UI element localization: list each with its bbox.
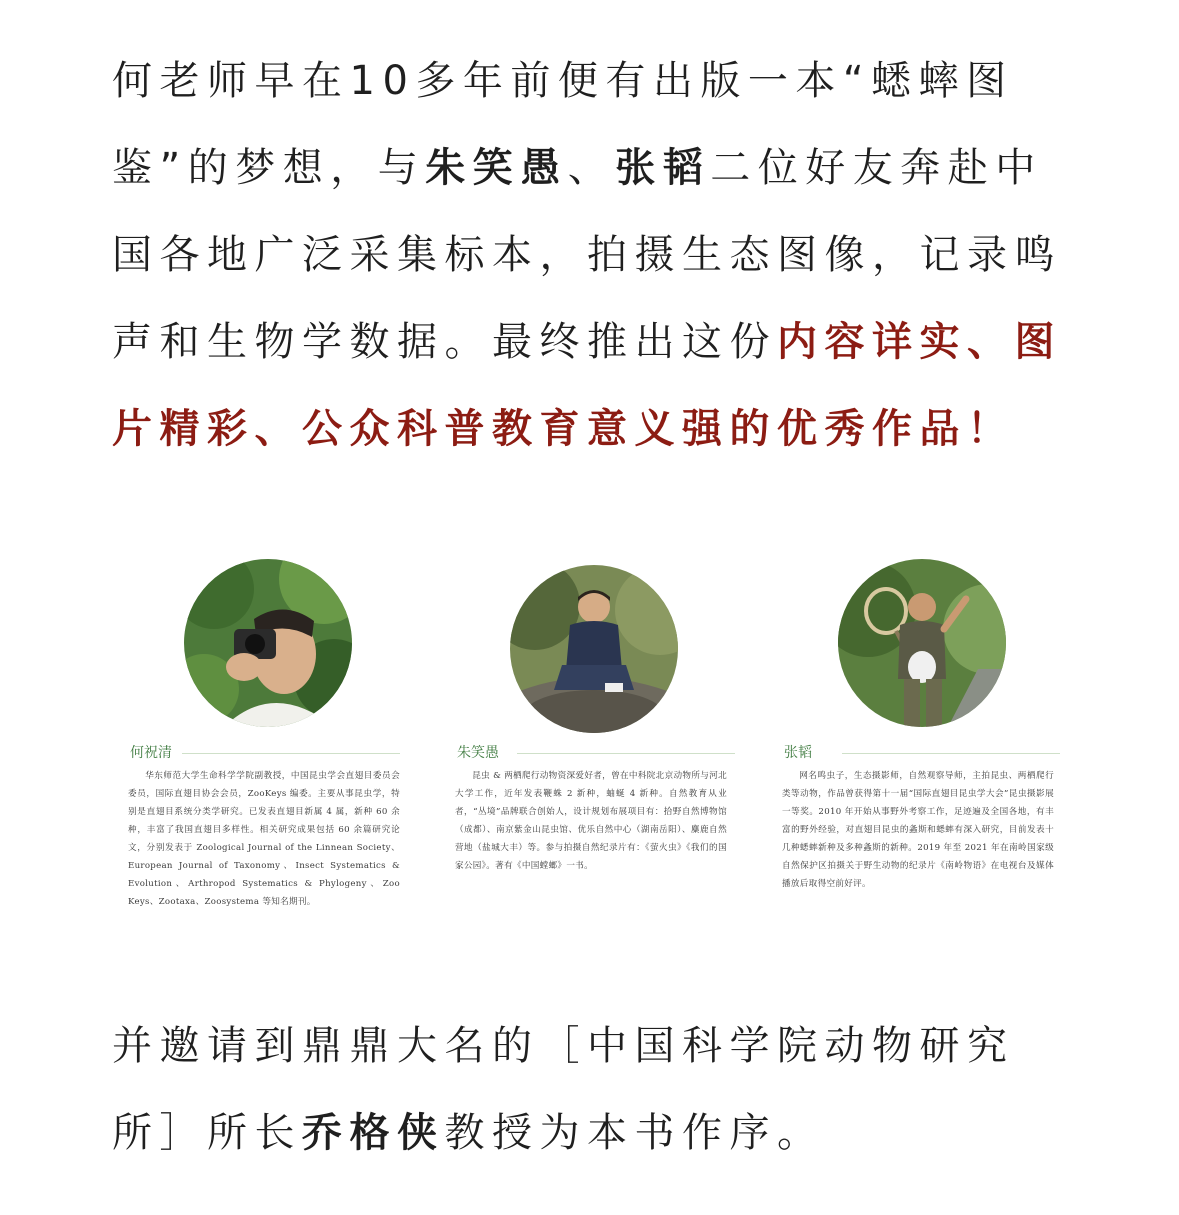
author-name: 何祝清 [130,745,172,761]
invite-text-2: 教授为本书作序。 [444,1110,825,1156]
intro-highlight: 内容详实、图片精彩、公众科普教育意义强的优秀作品！ [112,319,1062,452]
author-bio: 昆虫 & 两栖爬行动物资深爱好者，曾在中科院北京动物所与河北大学工作，近年发表鞭蛛 2 新种，蚰蜒 4 新种。自然教育从业者，“丛境”品牌联合创始人，设计规划布展项目有：拾野自然博物馆（成都）、南京紫金山昆虫馆、优乐自然中心（湖南岳阳）、麋鹿自然营地（盐城大丰）等。参与拍摄自然纪录片有：《萤火虫》《我们的国家公园》。著有《中国螳螂》一书。 [455,771,727,871]
author-name: 张韬 [784,745,812,761]
name-divider [517,753,735,754]
author-photo-he [184,559,352,727]
author-photo-zhang [838,559,1006,727]
author-profiles [118,555,1063,915]
coauthor-name-zhang: 张韬 [615,145,711,191]
name-divider [182,753,400,754]
intro-separator: 、 [567,145,616,191]
intro-text-2: 二位好友奔赴中国各地广泛采集标本，拍摄生态图像，记录鸣声和生物学数据。最终推出这份 [112,145,1062,365]
invite-text-1: 并邀请到鼎鼎大名的［中国科学院动物研究所］所长 [112,1023,1015,1156]
intro-paragraph [112,38,1067,473]
author-photo-zhu [510,565,678,733]
author-name: 朱笑愚 [457,745,499,761]
author-bio: 网名鸣虫子，生态摄影师，自然观察导师，主拍昆虫、两栖爬行类等动物，作品曾获得第十一届“国际直翅目昆虫学大会”昆虫摄影展一等奖。2010 年开始从事野外考察工作，足迹遍及全国各地，有丰富的野外经验，对直翅目昆虫的螽斯和蟋蟀有深入研究，目前发表十几种蟋蟀新种及多种螽斯的新种。2019 年至 2021 年在南岭国家级自然保护区拍摄关于野生动物的纪录片《南岭物语》在电视台及媒体播放后取得空前好评。 [782,771,1054,889]
intro-text-1: 何老师早在10多年前便有出版一本“蟋蟀图鉴”的梦想，与 [112,58,1014,191]
preface-author-name: 乔格侠 [302,1110,445,1156]
coauthor-name-zhu: 朱笑愚 [425,145,568,191]
author-bio: 华东师范大学生命科学学院副教授，中国昆虫学会直翅目委员会委员，国际直翅目协会会员，ZooKeys 编委。主要从事昆虫学，特别是直翅目系统分类学研究。已发表直翅目新属 4 属，新种 60 余种，丰富了我国直翅目多样性。相关研究成果包括 60 余篇研究论文，分别发表于 Zoological Journal of the Linnean Society、European Journal of Taxonomy、Insect Systematics & Evolution、Arthropod Systematics & Phylogeny、Zoo Keys、Zootaxa、Zoosystema 等知名期刊。 [128,771,400,907]
name-divider [842,753,1060,754]
invite-paragraph [112,1003,1067,1177]
